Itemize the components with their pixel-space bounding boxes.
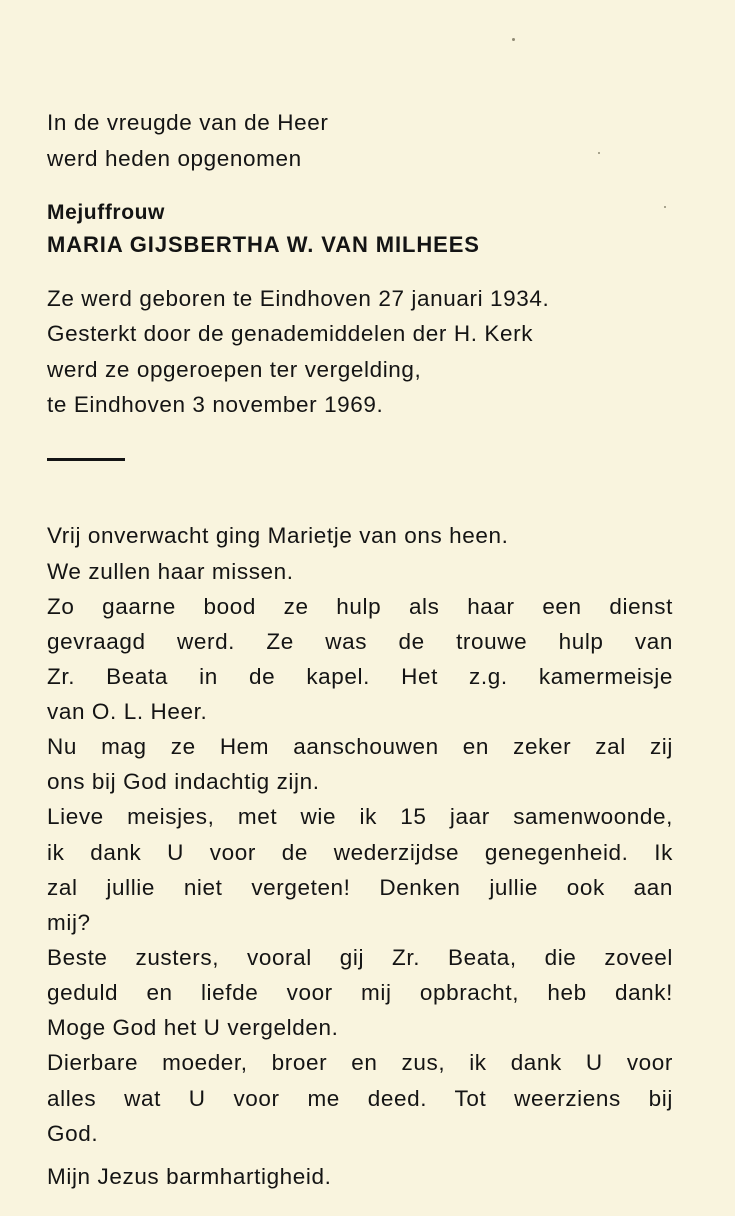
body-line-18: God. — [47, 1121, 99, 1146]
deceased-name: MARIA GIJSBERTHA W. VAN MILHEES — [47, 232, 480, 257]
body-line-13: Beste zusters, vooral gij Zr. Beata, die zoveel — [47, 945, 673, 970]
body-line-16: Dierbare moeder, broer en zus, ik dank U voor — [47, 1050, 673, 1075]
title-line: Mejuffrouw — [47, 201, 165, 224]
body-line-2: We zullen haar missen. — [47, 559, 294, 584]
body-line-1: Vrij onverwacht ging Marietje van ons heen. — [47, 523, 509, 548]
bio-line-1: Ze werd geboren te Eindhoven 27 januari 1934. — [47, 286, 550, 311]
body-line-4: gevraagd werd. Ze was de trouwe hulp van — [47, 629, 673, 654]
intro-line-2: werd heden opgenomen — [47, 146, 302, 171]
body-line-12: mij? — [47, 910, 91, 935]
body-line-15: Moge God het U vergelden. — [47, 1015, 339, 1040]
bio-line-2: Gesterkt door de genademiddelen der H. Kerk — [47, 321, 534, 346]
body-line-9: Lieve meisjes, met wie ik 15 jaar samenwoonde, — [47, 804, 673, 829]
intro-line-1: In de vreugde van de Heer — [47, 110, 329, 135]
body-line-17: alles wat U voor me deed. Tot weerziens bij — [47, 1086, 673, 1111]
body-line-7: Nu mag ze Hem aanschouwen en zeker zal zij — [47, 734, 673, 759]
body-line-10: ik dank U voor de wederzijdse genegenheid. Ik — [47, 840, 673, 865]
body-line-14: geduld en liefde voor mij opbracht, heb dank! — [47, 980, 673, 1005]
paper-speck — [664, 206, 666, 208]
divider-rule — [47, 458, 125, 461]
body-line-19: Mijn Jezus barmhartigheid. — [47, 1164, 332, 1189]
bio-line-3: werd ze opgeroepen ter vergelding, — [47, 357, 422, 382]
body-line-5: Zr. Beata in de kapel. Het z.g. kamermeisje — [47, 664, 673, 689]
paper-speck — [512, 38, 515, 41]
body-line-11: zal jullie niet vergeten! Denken jullie ook aan — [47, 875, 673, 900]
bio-line-4: te Eindhoven 3 november 1969. — [47, 392, 384, 417]
body-line-3: Zo gaarne bood ze hulp als haar een dienst — [47, 594, 673, 619]
body-line-8: ons bij God indachtig zijn. — [47, 769, 320, 794]
paper-speck — [598, 152, 600, 154]
body-line-6: van O. L. Heer. — [47, 699, 208, 724]
